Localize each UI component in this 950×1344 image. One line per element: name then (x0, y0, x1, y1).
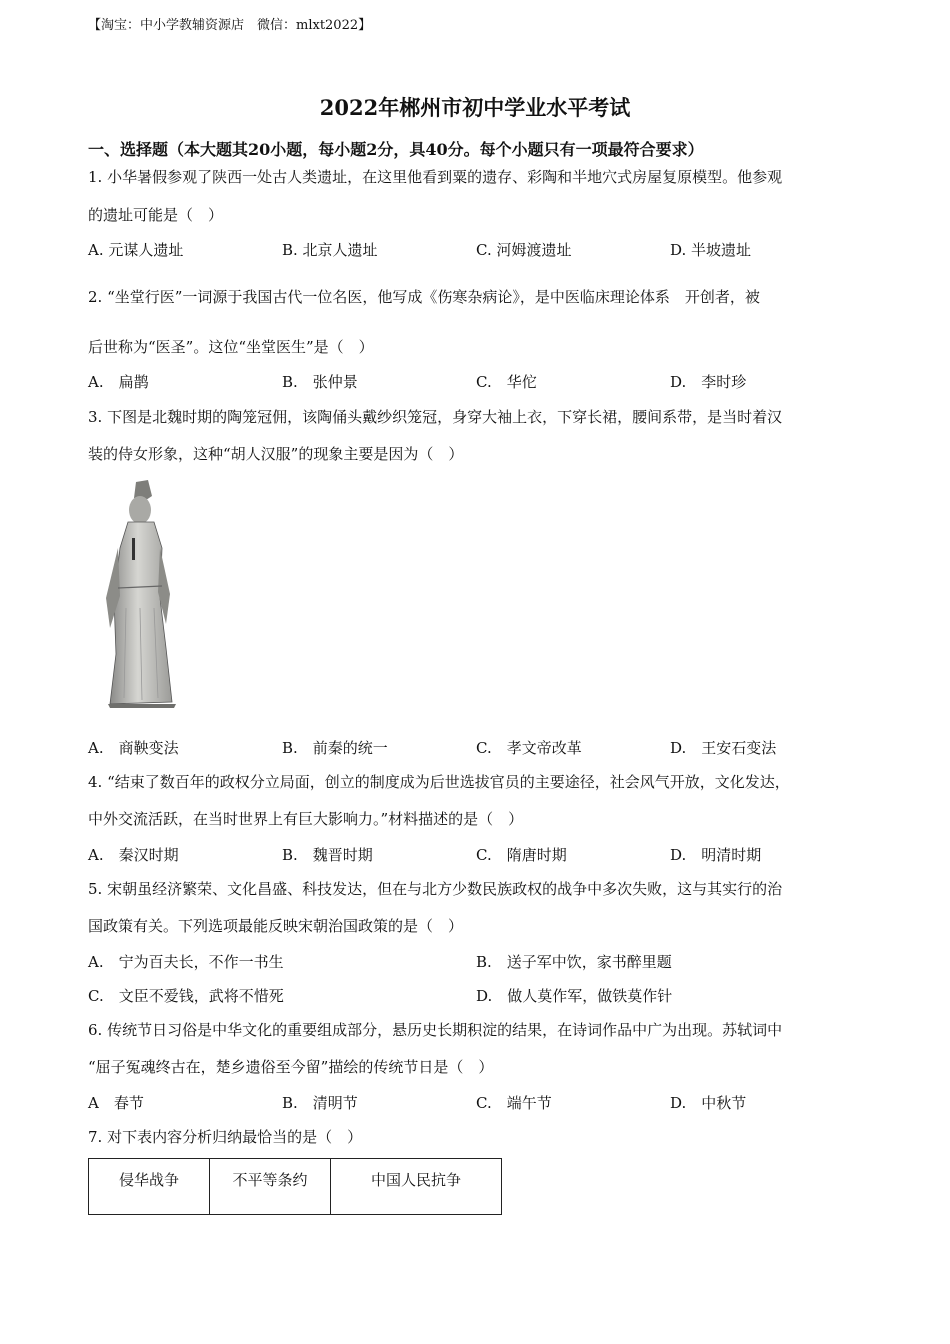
table-row (89, 1159, 502, 1215)
table-header-cell: 侵华战争 (89, 1159, 210, 1215)
q6-option-b: B. 清明节 (282, 1094, 358, 1112)
q5-option-b: B. 送子军中饮，家书醉里题 (476, 953, 672, 971)
q6-option-d: D. 中秋节 (670, 1094, 747, 1112)
q3-option-d: D. 王安石变法 (670, 739, 777, 757)
question-1-line-1: 1. 小华暑假参观了陕西一处古人类遗址，在这里他看到粟的遗存、彩陶和半地穴式房屋复原模型。他参观 (88, 168, 783, 186)
q3-option-c: C. 孝文帝改革 (476, 739, 582, 757)
q2-option-c: C. 华佗 (476, 373, 537, 391)
question-4-line-2: 中外交流活跃，在当时世界上有巨大影响力。”材料描述的是（ ） (88, 810, 524, 828)
page-title: 2022年郴州市初中学业水平考试 (319, 95, 631, 120)
q2-option-d: D. 李时珍 (670, 373, 747, 391)
q5-option-a: A. 宁为百夫长，不作一书生 (88, 953, 284, 971)
q4-option-b: B. 魏晋时期 (282, 846, 373, 864)
q3-option-a: A. 商鞅变法 (88, 739, 179, 757)
q6-option-a: A 春节 (88, 1094, 144, 1112)
table-header-cell: 不平等条约 (210, 1159, 331, 1215)
watermark-header: 【淘宝：中小学教辅资源店 微信：mlxt2022】 (88, 18, 372, 33)
q5-option-c: C. 文臣不爱钱，武将不惜死 (88, 987, 284, 1005)
question-5-line-1: 5. 宋朝虽经济繁荣、文化昌盛、科技发达，但在与北方少数民族政权的战争中多次失败，这与其实行的治 (88, 880, 783, 898)
pottery-figurine-image (96, 478, 186, 710)
question-3-line-2: 装的侍女形象，这种“胡人汉服”的现象主要是因为（ ） (88, 445, 464, 463)
q4-option-c: C. 隋唐时期 (476, 846, 567, 864)
q6-option-c: C. 端午节 (476, 1094, 552, 1112)
q3-option-b: B. 前秦的统一 (282, 739, 388, 757)
question-1-line-2: 的遗址可能是（ ） (88, 206, 224, 224)
q1-option-c: C. 河姆渡遗址 (476, 241, 572, 259)
section-heading: 一、选择题（本大题其20小题，每小题2分，具40分。每个小题只有一项最符合要求） (88, 140, 704, 159)
q1-option-a: A. 元谋人遗址 (88, 241, 184, 259)
q4-option-d: D. 明清时期 (670, 846, 762, 864)
question-2-line-2: 后世称为“医圣”。这位“坐堂医生”是（ ） (88, 338, 374, 356)
question-7-line-1: 7. 对下表内容分析归纳最恰当的是（ ） (88, 1128, 363, 1146)
question-6-line-2: “屈子冤魂终古在，楚乡遗俗至今留”描绘的传统节日是（ ） (88, 1058, 494, 1076)
q1-option-d: D. 半坡遗址 (670, 241, 752, 259)
q1-option-b: B. 北京人遗址 (282, 241, 378, 259)
q4-option-a: A. 秦汉时期 (88, 846, 179, 864)
q5-option-d: D. 做人莫作军，做铁莫作针 (476, 987, 673, 1005)
q2-option-b: B. 张仲景 (282, 373, 358, 391)
question-5-line-2: 国政策有关。下列选项最能反映宋朝治国政策的是（ ） (88, 917, 464, 935)
question-4-line-1: 4. “结束了数百年的政权分立局面，创立的制度成为后世选拔官员的主要途径，社会风气开放，文化发达， (88, 773, 790, 791)
question-2-line-1: 2. “坐堂行医”一词源于我国古代一位名医，他写成《伤寒杂病论》，是中医临床理论体系 开创者，被 (88, 288, 760, 306)
question-6-line-1: 6. 传统节日习俗是中华文化的重要组成部分，悬历史长期积淀的结果，在诗词作品中广为出现。苏轼词中 (88, 1021, 783, 1039)
question-7-table (88, 1158, 502, 1215)
q2-option-a: A. 扁鹊 (88, 373, 149, 391)
table-header-cell: 中国人民抗争 (331, 1159, 502, 1215)
question-3-line-1: 3. 下图是北魏时期的陶笼冠佣，该陶俑头戴纱织笼冠，身穿大袖上衣，下穿长裙，腰间系带，是当时着汉 (88, 408, 783, 426)
